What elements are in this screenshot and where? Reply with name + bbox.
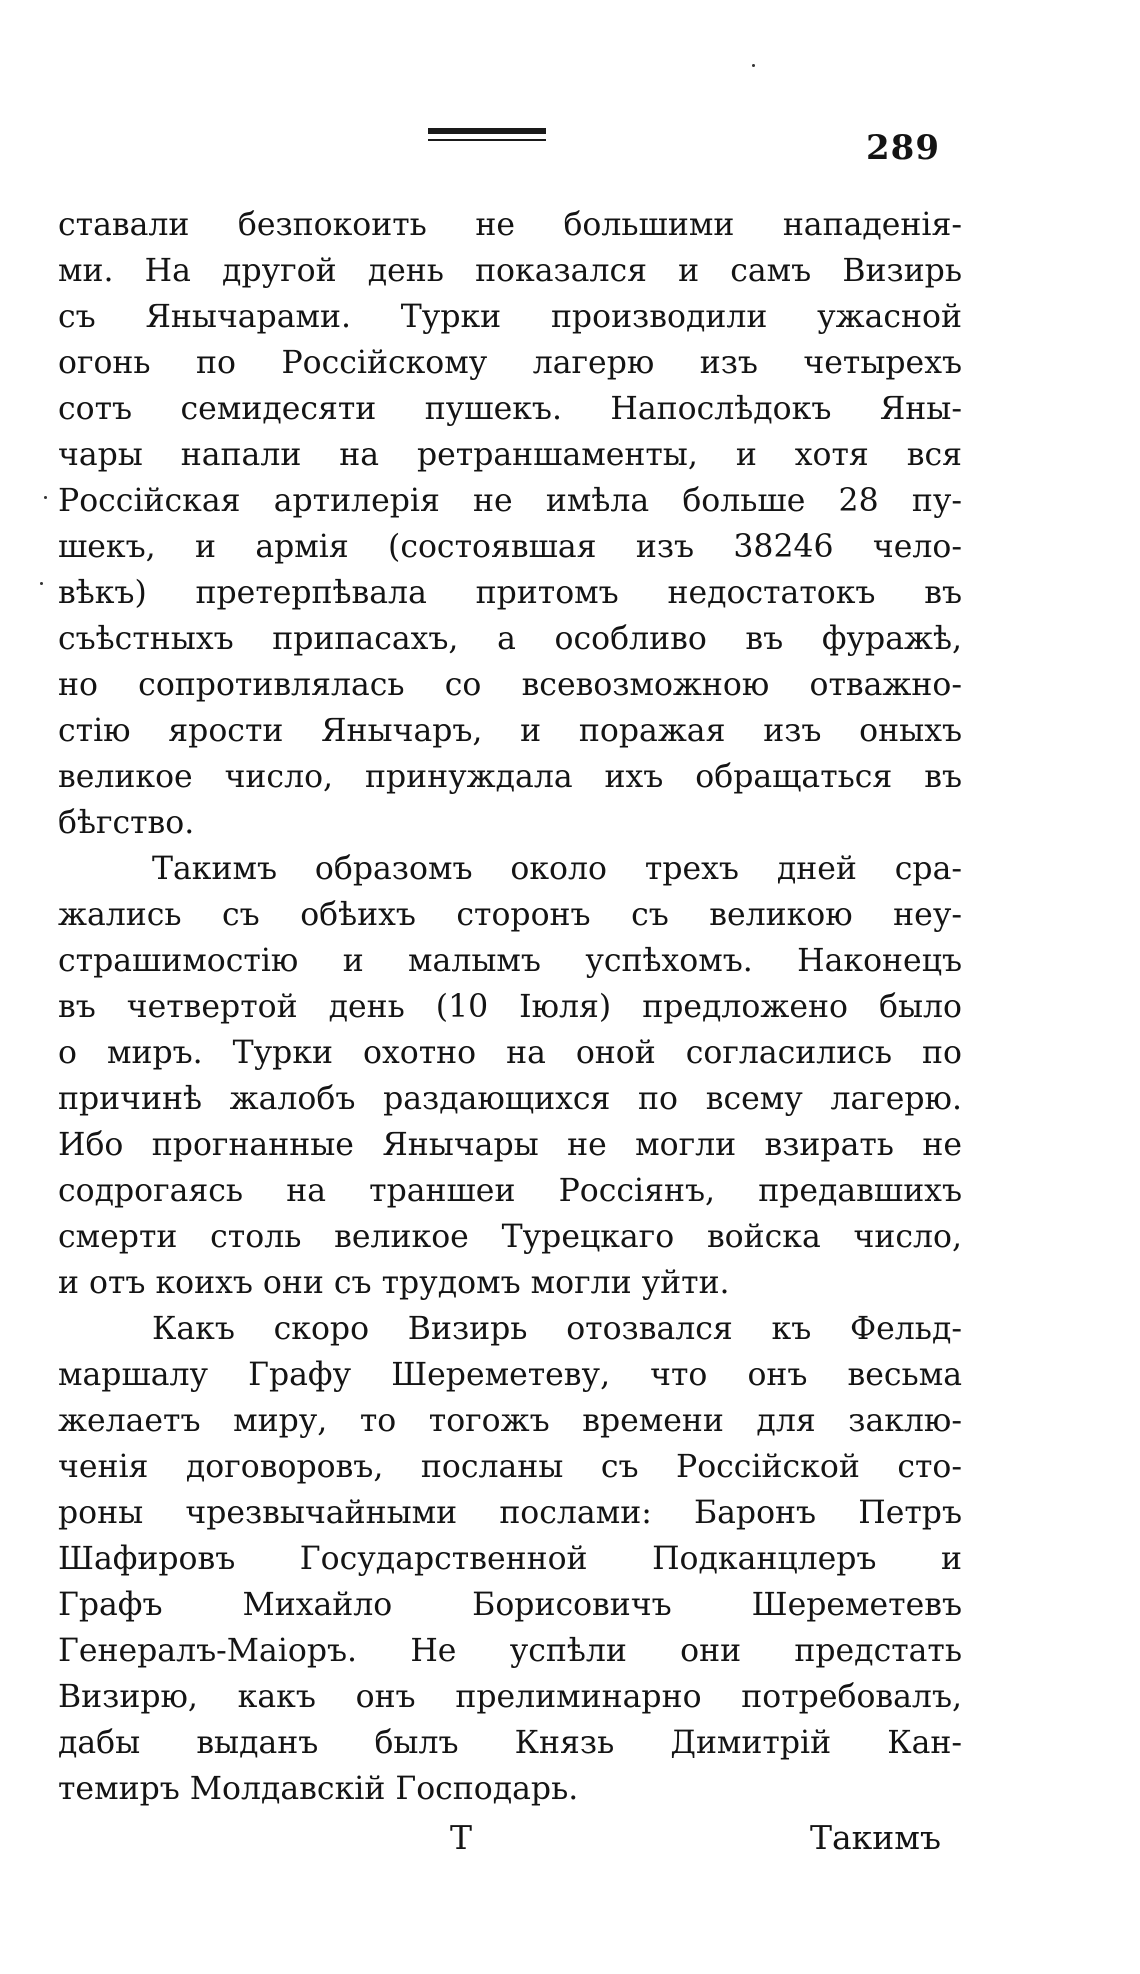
text-line-15: Такимъ образомъ около трехъ дней сра- — [152, 851, 962, 887]
text-line-29: роны чрезвычайными послами: Баронъ Петръ — [58, 1495, 962, 1531]
text-line-3: съ Янычарами. Турки производили ужасной — [58, 299, 962, 335]
text-line-14: бѣгство. — [58, 805, 195, 841]
text-line-2: ми. На другой день показался и самъ Визирь — [58, 253, 962, 289]
text-line-21: Ибо прогнанные Янычары не могли взирать не — [58, 1127, 962, 1163]
text-line-31: Графъ Михайло Борисовичъ Шереметевъ — [58, 1587, 962, 1623]
text-line-19: о миръ. Турки охотно на оной согласились по — [58, 1035, 962, 1071]
text-line-11: но сопротивлялась со всевозможною отважно- — [58, 667, 962, 703]
text-line-18: въ четвертой день (10 Іюля) предложено было — [58, 989, 962, 1025]
header-rule-thin — [428, 139, 546, 141]
text-line-25: Какъ скоро Визирь отозвался къ Фельд- — [152, 1311, 962, 1347]
page-number: 289 — [866, 128, 940, 168]
text-line-12: стію ярости Янычаръ, и поражая изъ оныхъ — [58, 713, 962, 749]
text-line-7: Россійская артилерія не имѣла больше 28 пу- — [58, 483, 962, 519]
text-line-35: темиръ Молдавскій Господарь. — [58, 1771, 579, 1807]
text-line-28: ченія договоровъ, посланы съ Россійской сто- — [58, 1449, 962, 1485]
text-line-30: Шафировъ Государственной Подканцлеръ и — [58, 1541, 962, 1577]
text-line-5: сотъ семидесяти пушекъ. Напослѣдокъ Яны- — [58, 391, 962, 427]
header-ornament-rule — [428, 126, 546, 146]
text-line-6: чары напали на ретраншаменты, и хотя вся — [58, 437, 962, 473]
text-line-10: съѣстныхъ припасахъ, а особливо въ фуражѣ, — [58, 621, 962, 657]
print-speck — [44, 496, 47, 499]
print-speck — [40, 582, 43, 585]
catchword: Такимъ — [810, 1818, 941, 1857]
text-line-33: Визирю, какъ онъ прелиминарно потребовалъ, — [58, 1679, 962, 1715]
text-line-26: маршалу Графу Шереметеву, что онъ весьма — [58, 1357, 962, 1393]
text-line-20: причинѣ жалобъ раздающихся по всему лагерю. — [58, 1081, 962, 1117]
text-line-1: ставали безпокоить не большими нападенія- — [58, 207, 962, 243]
text-line-34: дабы выданъ былъ Князь Димитрій Кан- — [58, 1725, 962, 1761]
text-line-22: содрогаясь на траншеи Россіянъ, предавшихъ — [58, 1173, 962, 1209]
signature-mark: Т — [450, 1818, 473, 1857]
text-line-24: и отъ коихъ они съ трудомъ могли уйти. — [58, 1265, 730, 1301]
text-line-4: огонь по Россійскому лагерю изъ четырехъ — [58, 345, 962, 381]
header-rule-thick — [428, 128, 546, 134]
text-line-23: смерти столь великое Турецкаго войска число, — [58, 1219, 962, 1255]
print-speck — [752, 64, 755, 67]
text-line-17: страшимостію и малымъ успѣхомъ. Наконецъ — [58, 943, 962, 979]
text-line-8: шекъ, и армія (состоявшая изъ 38246 чело- — [58, 529, 962, 565]
text-line-9: вѣкъ) претерпѣвала притомъ недостатокъ въ — [58, 575, 962, 611]
text-line-27: желаетъ миру, то тогожъ времени для заклю- — [58, 1403, 962, 1439]
text-line-32: Генералъ-Маіоръ. Не успѣли они предстать — [58, 1633, 962, 1669]
text-line-13: великое число, принуждала ихъ обращаться въ — [58, 759, 962, 795]
text-line-16: жались съ обѣихъ сторонъ съ великою неу- — [58, 897, 962, 933]
